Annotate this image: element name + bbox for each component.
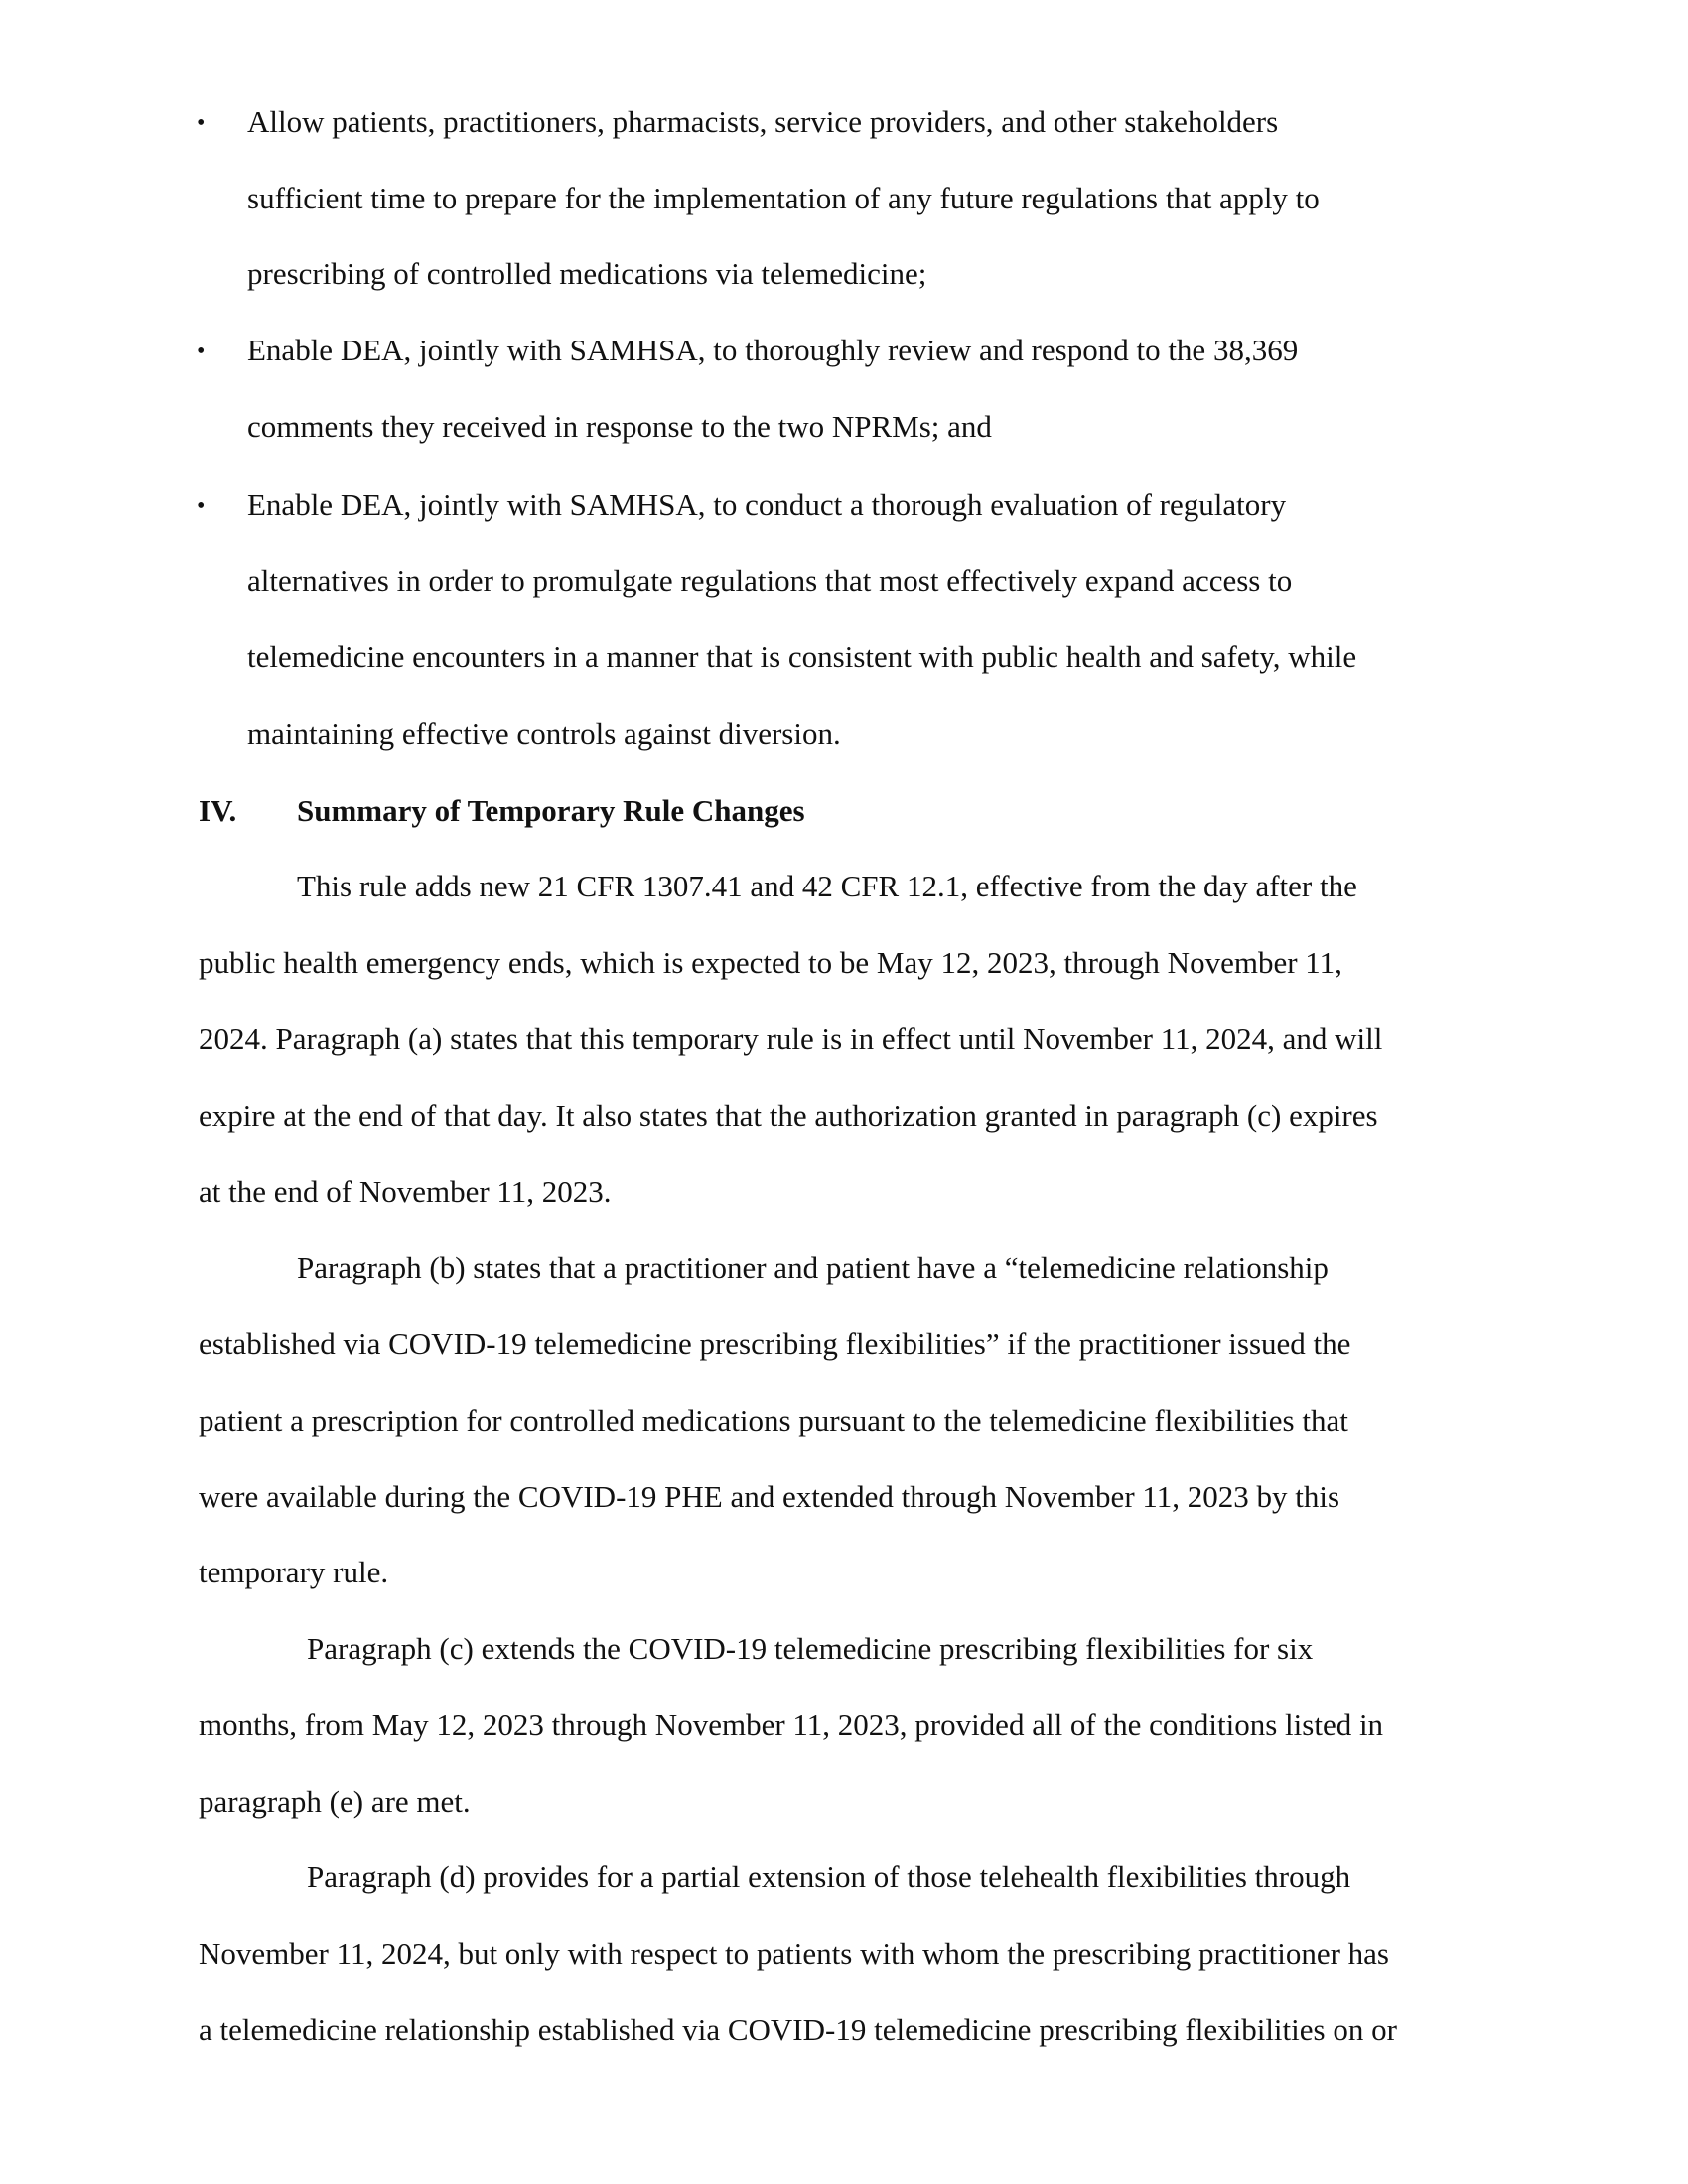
paragraph-2-line-1: Paragraph (b) states that a practitioner and patient have a “telemedicine relationship — [297, 1250, 1329, 1285]
paragraph-4-line-3: a telemedicine relationship established via COVID-19 telemedicine prescribing flexibilities on or — [199, 2012, 1397, 2047]
paragraph-2-line-5: temporary rule. — [199, 1555, 389, 1589]
bullet-2-line-1: Enable DEA, jointly with SAMHSA, to thoroughly review and respond to the 38,369 — [247, 333, 1299, 367]
bullet-2-line-2: comments they received in response to the two NPRMs; and — [247, 409, 992, 444]
bullet-3-line-1: Enable DEA, jointly with SAMHSA, to conduct a thorough evaluation of regulatory — [247, 487, 1287, 522]
bullet-3-line-2: alternatives in order to promulgate regulations that most effectively expand access to — [247, 563, 1293, 598]
paragraph-2-line-3: patient a prescription for controlled medications pursuant to the telemedicine flexibilities that — [199, 1403, 1348, 1437]
bullet-1-line-1: Allow patients, practitioners, pharmacists, service providers, and other stakeholders — [247, 104, 1279, 139]
paragraph-1-line-4: expire at the end of that day. It also states that the authorization granted in paragraph (c) expires — [199, 1098, 1378, 1133]
bullet-3-line-4: maintaining effective controls against diversion. — [247, 716, 841, 751]
paragraph-3-line-2: months, from May 12, 2023 through November 11, 2023, provided all of the conditions listed in — [199, 1707, 1384, 1742]
bullet-1-line-2: sufficient time to prepare for the implementation of any future regulations that apply to — [247, 181, 1320, 215]
paragraph-4-line-1: Paragraph (d) provides for a partial extension of those telehealth flexibilities through — [307, 1859, 1351, 1894]
bullet-marker: • — [197, 339, 206, 364]
paragraph-1-line-2: public health emergency ends, which is expected to be May 12, 2023, through November 11, — [199, 945, 1342, 980]
bullet-marker: • — [197, 110, 206, 136]
paragraph-3-line-3: paragraph (e) are met. — [199, 1784, 471, 1819]
paragraph-1-line-1: This rule adds new 21 CFR 1307.41 and 42 CFR 12.1, effective from the day after the — [297, 869, 1357, 903]
section-number: IV. — [199, 793, 237, 828]
bullet-3-line-3: telemedicine encounters in a manner that is consistent with public health and safety, while — [247, 639, 1357, 674]
bullet-marker: • — [197, 493, 206, 519]
paragraph-4-line-2: November 11, 2024, but only with respect to patients with whom the prescribing practitioner has — [199, 1936, 1389, 1971]
bullet-1-line-3: prescribing of controlled medications via telemedicine; — [247, 256, 927, 291]
paragraph-3-line-1: Paragraph (c) extends the COVID-19 telemedicine prescribing flexibilities for six — [307, 1631, 1314, 1666]
paragraph-1-line-5: at the end of November 11, 2023. — [199, 1174, 612, 1209]
paragraph-2-line-2: established via COVID-19 telemedicine prescribing flexibilities” if the practitioner issued the — [199, 1326, 1351, 1361]
section-title: Summary of Temporary Rule Changes — [297, 793, 805, 828]
paragraph-1-line-3: 2024. Paragraph (a) states that this temporary rule is in effect until November 11, 2024, and will — [199, 1022, 1383, 1056]
paragraph-2-line-4: were available during the COVID-19 PHE and extended through November 11, 2023 by this — [199, 1479, 1340, 1514]
